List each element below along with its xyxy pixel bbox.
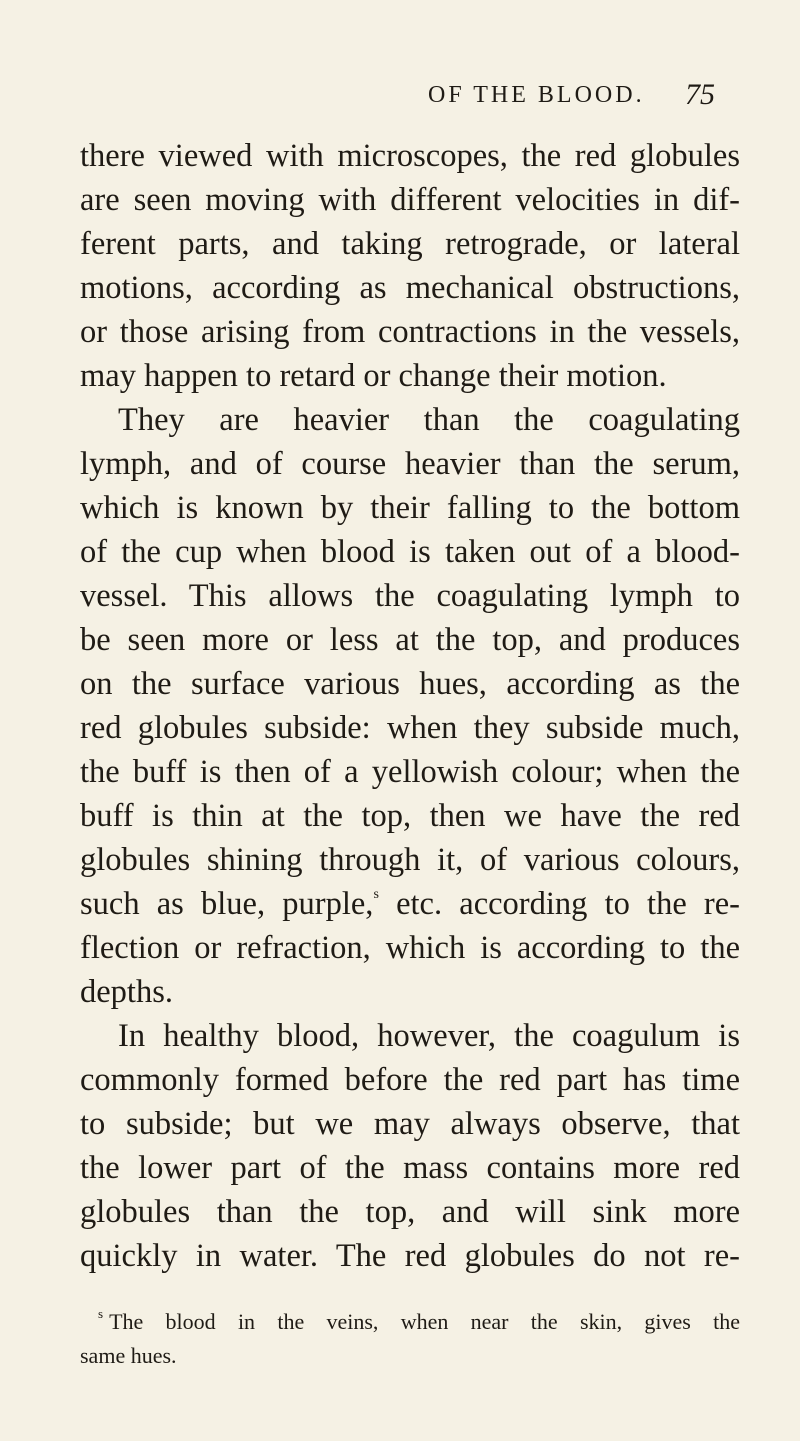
running-title: OF THE BLOOD. — [428, 82, 645, 108]
text-line: be seen more or less at the top, and produces — [80, 622, 740, 658]
text-line: commonly formed before the red part has time — [80, 1062, 740, 1098]
text-line: quickly in water. The red globules do not re- — [80, 1238, 740, 1274]
text-line: to subside; but we may always observe, that — [80, 1106, 740, 1142]
text-line: buff is thin at the top, then we have the red — [80, 798, 740, 834]
text-line: or those arising from contractions in the vessels, — [80, 314, 740, 350]
text-line: vessel. This allows the coagulating lymph to — [80, 578, 740, 614]
text-line: In healthy blood, however, the coagulum is — [118, 1018, 740, 1054]
page-number: 75 — [685, 78, 715, 111]
text-line: They are heavier than the coagulating — [118, 402, 740, 438]
text-line: lymph, and of course heavier than the serum, — [80, 446, 740, 482]
text-line: flection or refraction, which is according to the — [80, 930, 740, 966]
text-line-segment: etc. according to the re- — [378, 886, 740, 922]
text-line: the buff is then of a yellowish colour; when the — [80, 754, 740, 790]
text-line: there viewed with microscopes, the red globules — [80, 138, 740, 174]
text-line: globules than the top, and will sink more — [80, 1194, 740, 1230]
running-head — [0, 78, 800, 118]
text-line: ferent parts, and taking retrograde, or lateral — [80, 226, 740, 262]
body-text — [80, 134, 740, 1278]
text-line: depths. — [80, 974, 173, 1010]
footnote-line: same hues. — [80, 1343, 177, 1368]
text-line: the lower part of the mass contains more red — [80, 1150, 740, 1186]
text-line: red globules subside: when they subside much, — [80, 710, 740, 746]
text-line: which is known by their falling to the bottom — [80, 490, 740, 526]
text-line: of the cup when blood is taken out of a blood- — [80, 534, 740, 570]
footnote — [80, 1305, 740, 1373]
footnote-text: The blood in the veins, when near the skin, gives the — [109, 1309, 740, 1334]
text-line-with-footnote-ref — [80, 882, 740, 926]
text-line: may happen to retard or change their motion. — [80, 358, 667, 394]
text-line: globules shining through it, of various colours, — [80, 842, 740, 878]
text-line: on the surface various hues, according as the — [80, 666, 740, 702]
footnote-line — [80, 1305, 740, 1339]
footnote-mark: s — [98, 1306, 104, 1321]
footnote-reference[interactable]: s — [373, 887, 379, 902]
text-line-segment: such as blue, purple, — [80, 886, 374, 922]
text-line: are seen moving with different velocities in dif- — [80, 182, 740, 218]
text-line: motions, according as mechanical obstructions, — [80, 270, 740, 306]
